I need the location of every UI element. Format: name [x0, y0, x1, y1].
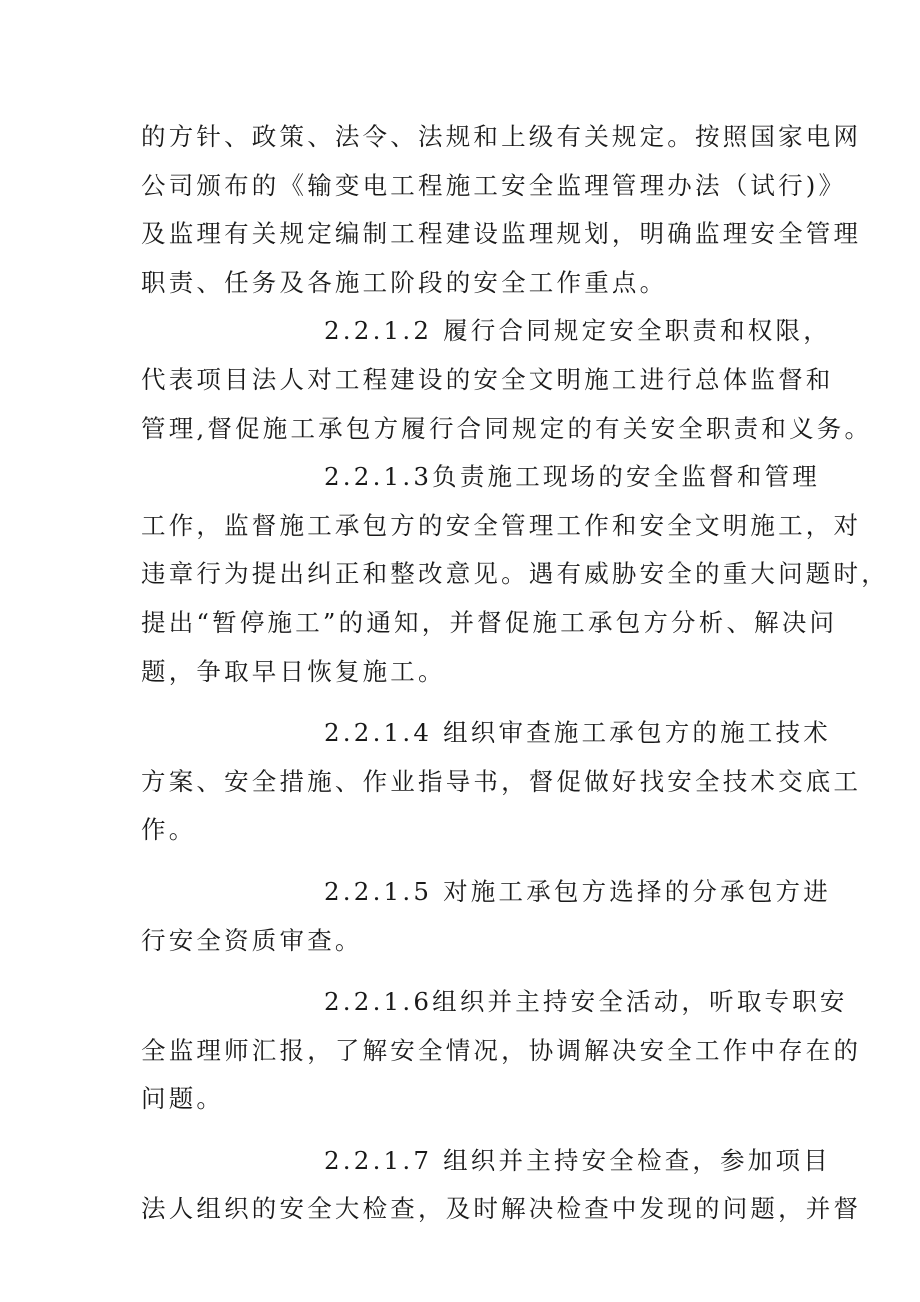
- text-line: 职责、任务及各施工阶段的安全工作重点。: [141, 267, 668, 297]
- text-line: 管理,督促施工承包方履行合同规定的有关安全职责和义务。: [141, 413, 873, 443]
- text-line: 公司颁布的《输变电工程施工安全监理管理办法（试行)》: [141, 170, 847, 200]
- clause-heading-2-2-1-2: 2.2.1.2 履行合同规定安全职责和权限，: [324, 316, 831, 346]
- clause-heading-2-2-1-3: 2.2.1.3负责施工现场的安全监督和管理: [324, 462, 820, 492]
- text-line: 行安全资质审查。: [141, 925, 363, 955]
- text-line: 违章行为提出纠正和整改意见。遇有威胁安全的重大问题时，: [141, 559, 889, 589]
- text-line: 作。: [141, 815, 197, 845]
- text-line: 的方针、政策、法令、法规和上级有关规定。按照国家电网: [141, 122, 862, 151]
- clause-heading-2-2-1-7: 2.2.1.7 组织并主持安全检查，参加项目: [324, 1145, 831, 1175]
- clause-heading-2-2-1-4: 2.2.1.4 组织审查施工承包方的施工技术: [324, 718, 831, 748]
- text-line: 提出“暂停施工”的通知，并督促施工承包方分析、解决问: [141, 607, 838, 637]
- text-line: 问题。: [141, 1084, 225, 1114]
- text-line: 代表项目法人对工程建设的安全文明施工进行总体监督和: [141, 364, 834, 394]
- document-body: [141, 113, 889, 1234]
- text-line: 全监理师汇报，了解安全情况，协调解决安全工作中存在的: [141, 1035, 862, 1065]
- clause-heading-2-2-1-6: 2.2.1.6组织并主持安全活动，听取专职安: [324, 987, 848, 1017]
- clause-heading-2-2-1-5: 2.2.1.5 对施工承包方选择的分承包方进: [324, 876, 831, 906]
- text-line: 及监理有关规定编制工程建设监理规划，明确监理安全管理: [141, 219, 862, 249]
- text-line: 题，争取早日恢复施工。: [141, 656, 446, 686]
- text-line: 工作，监督施工承包方的安全管理工作和安全文明施工，对: [141, 510, 862, 540]
- text-line: 方案、安全措施、作业指导书，督促做好找安全技术交底工: [141, 766, 862, 796]
- text-line: 法人组织的安全大检查，及时解决检查中发现的问题，并督: [141, 1194, 862, 1224]
